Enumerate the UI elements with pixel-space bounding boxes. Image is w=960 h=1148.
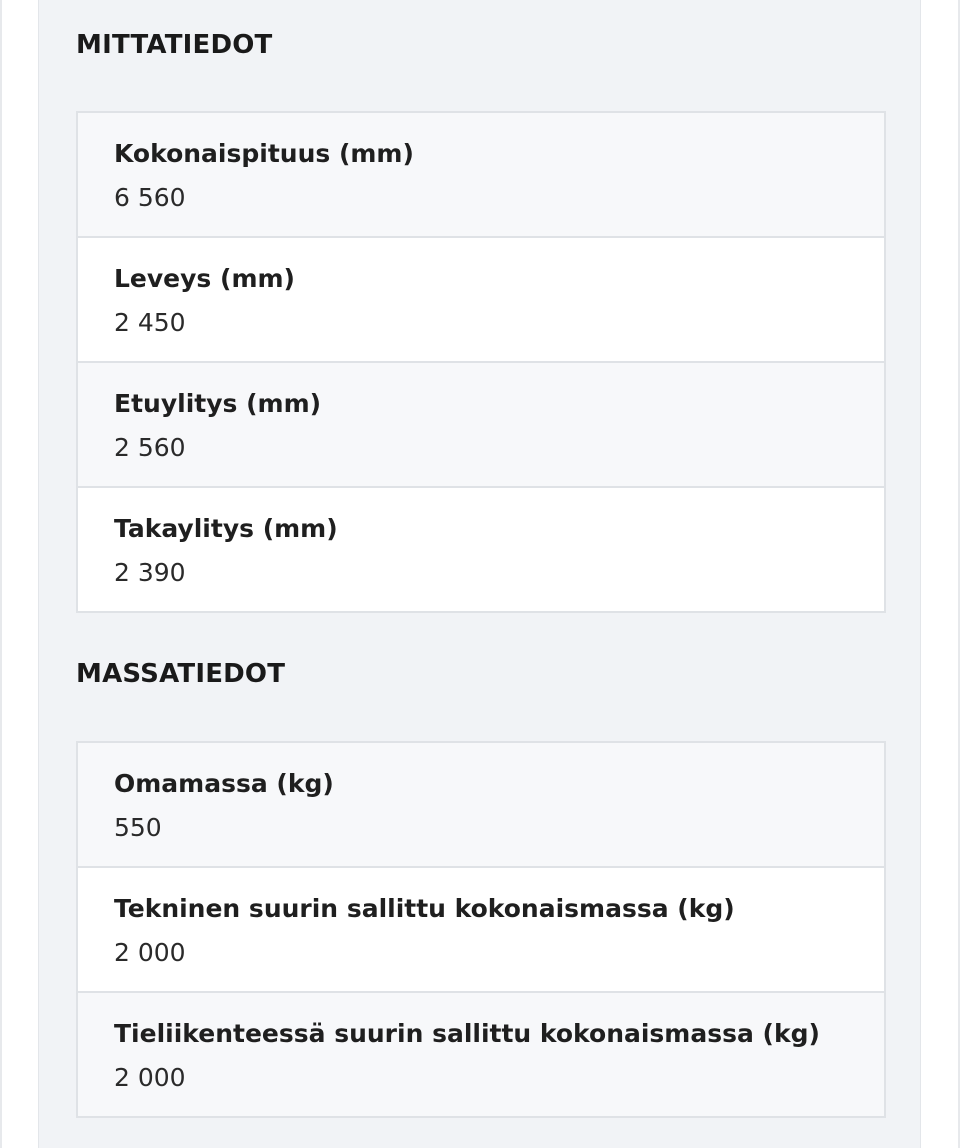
list-item-front-overhang <box>78 361 884 486</box>
vehicle-details-panel <box>38 0 921 1148</box>
list-item-total-length <box>78 113 884 236</box>
list-item-label: Takaylitys (mm) <box>114 514 338 543</box>
list-item-rear-overhang <box>78 486 884 611</box>
list-item-value: 2 390 <box>114 558 186 587</box>
left-edge-divider <box>0 0 2 1148</box>
dimensions-list <box>76 111 886 613</box>
dimensions-section-title: MITTATIEDOT <box>76 30 273 60</box>
list-item-label: Leveys (mm) <box>114 264 295 293</box>
list-item-value: 2 000 <box>114 1063 186 1092</box>
list-item-value: 2 450 <box>114 308 186 337</box>
list-item-value: 6 560 <box>114 183 186 212</box>
list-item-value: 2 000 <box>114 938 186 967</box>
list-item-label: Kokonaispituus (mm) <box>114 139 414 168</box>
list-item-technical-max-mass <box>78 866 884 991</box>
list-item-label: Etuylitys (mm) <box>114 389 322 418</box>
list-item-value: 550 <box>114 813 162 842</box>
masses-list <box>76 741 886 1118</box>
list-item-road-max-mass <box>78 991 884 1116</box>
list-item-label: Omamassa (kg) <box>114 769 334 798</box>
list-item-label: Tieliikenteessä suurin sallittu kokonaismassa (kg) <box>114 1019 820 1048</box>
list-item-width <box>78 236 884 361</box>
masses-section-title: MASSATIEDOT <box>76 659 286 689</box>
list-item-label: Tekninen suurin sallittu kokonaismassa (kg) <box>114 894 735 923</box>
list-item-curb-weight <box>78 743 884 866</box>
list-item-value: 2 560 <box>114 433 186 462</box>
